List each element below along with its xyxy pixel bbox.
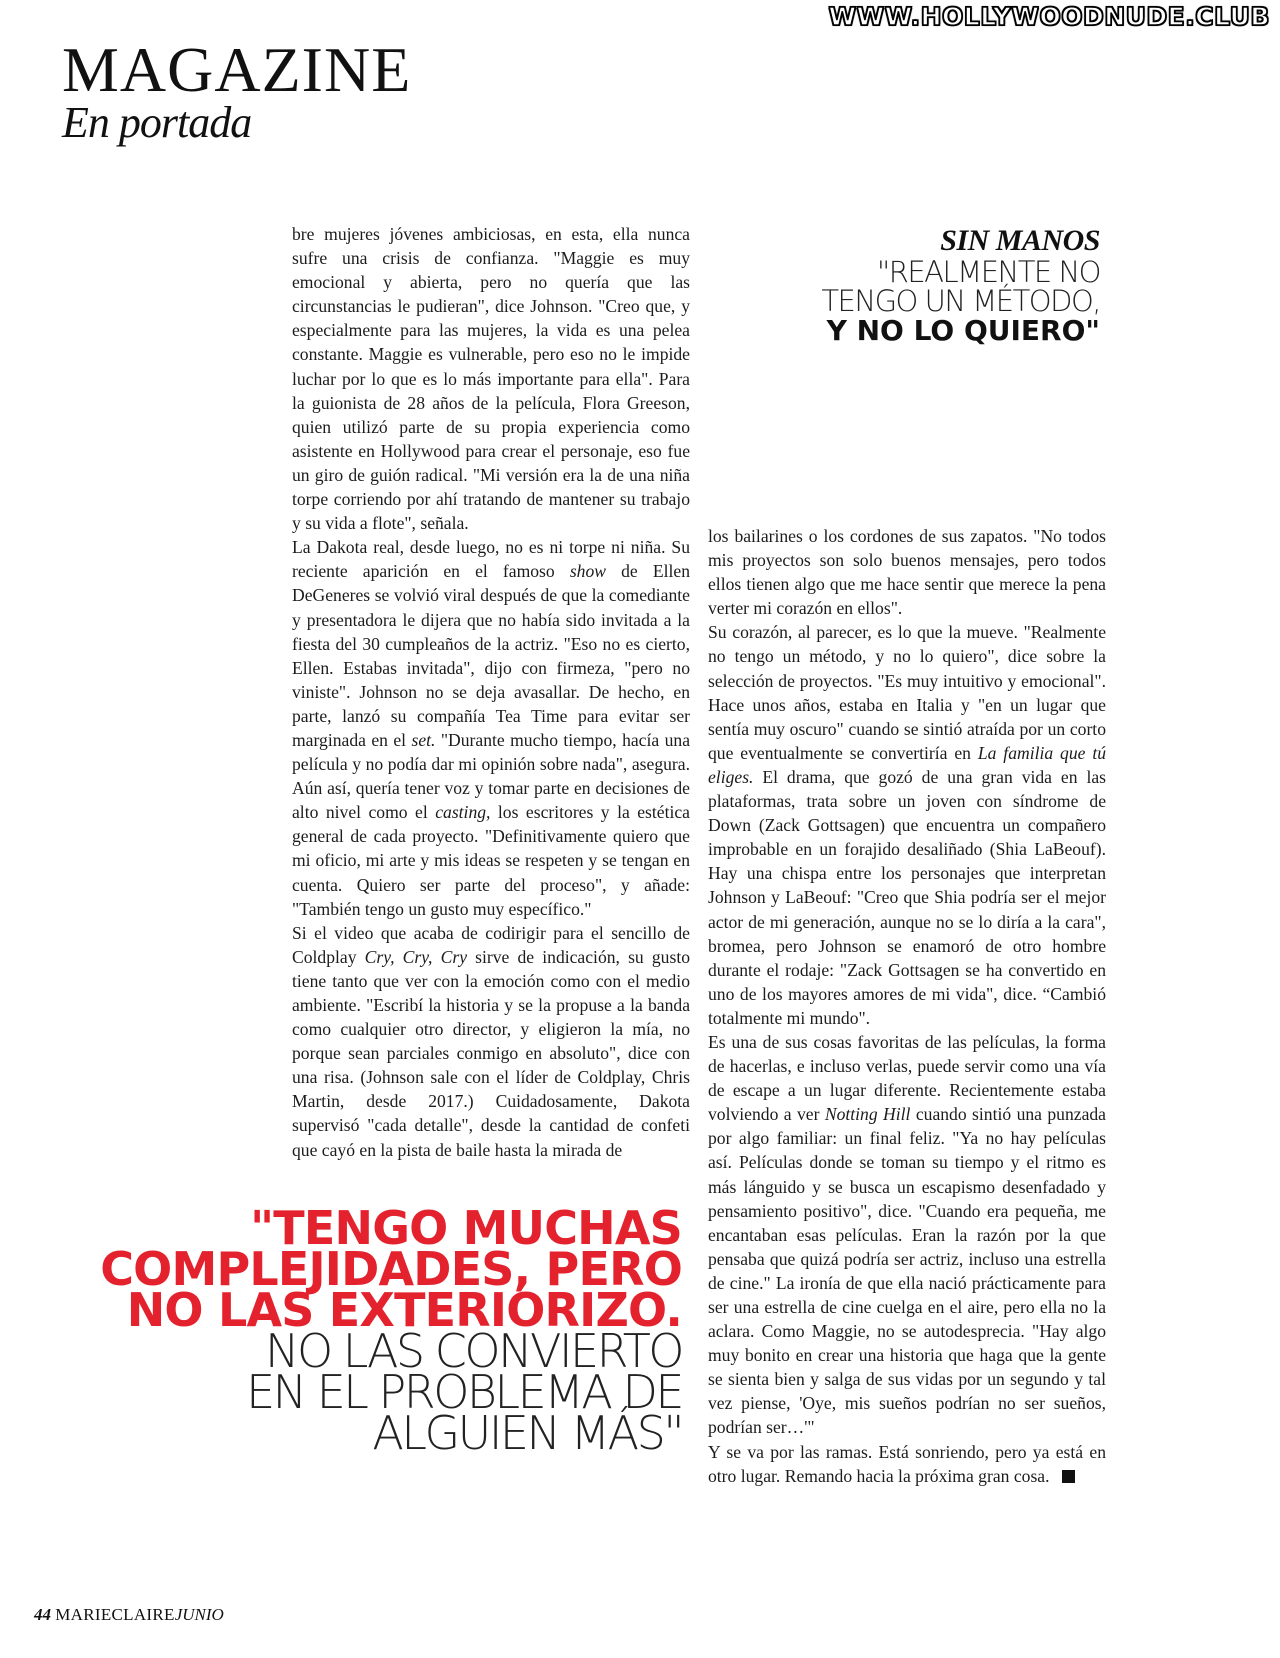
pull-quote-red-line: NO LAS EXTERIORIZO. [126, 1283, 682, 1337]
text-run: sirve de indicación, su gusto tiene tanto que ver con la emoción como con el medio ambiente. "Escribí la historia y se la propuse a la banda como cualquier otro director, y eligieron la mía, no porque sean parciales conmigo en absoluto", dice con una risa. (Johnson sale con el líder de Coldplay, Chris Martin, desde 2017.) Cuidadosamente, Dakota supervisó "cada detalle", desde la cantidad de confeti que cayó en la pista de baile hasta la mirada de [292, 946, 691, 1160]
italic-text: show [569, 561, 607, 582]
pull-quote-thin-line: NO LAS CONVIERTO [265, 1324, 682, 1378]
text-run: Su corazón, al parecer, es lo que la mueve. "Realmente no tengo un método, y no lo quiero", dice sobre la selección de proyectos. "Es muy intuitivo y emocional". Hace unos años, estaba en Italia y "en un lugar que sentía muy oscuro" cuando se sintió atraída por un corto que eventualmente se convertiría en [708, 622, 1106, 763]
italic-text: casting, [435, 802, 491, 823]
sidebar-quote-line: "REALMENTE NO [876, 255, 1100, 289]
italic-text: Cry, Cry, Cry [364, 946, 467, 967]
article-paragraph [708, 1440, 1106, 1488]
article-column-right [708, 524, 1106, 1488]
end-of-article-square-icon [1062, 1470, 1075, 1483]
text-run: los escritores y la estética general de cada proyecto. "Definitivamente quiero que mi oficio, mi arte y mis ideas se respeten y se tengan en cuenta. Quiero ser parte del proceso", y añade: "También tengo un gusto muy específico." [292, 802, 690, 919]
italic-text: Notting Hill [824, 1104, 911, 1125]
subsection-title: En portada [62, 98, 252, 147]
page-number: 44 [34, 1605, 51, 1624]
sidebar-quote [821, 224, 1100, 346]
magazine-name: MARIECLAIRE [55, 1605, 175, 1624]
text-run: Y se va por las ramas. Está sonriendo, pero ya está en otro lugar. Remando hacia la próxima gran cosa. [708, 1441, 1106, 1486]
article-paragraph [708, 620, 1106, 1030]
text-run: de Ellen DeGeneres se volvió viral después de que la comediante y presentadora le dijera que no había sido invitada a la fiesta del 30 cumpleaños de la actriz. "Eso no es cierto, Ellen. Estabas invitada", dijo con firmeza, "pero no viniste". Johnson no se deja avasallar. De hecho, en parte, lanzó su compañía Tea Time para evitar ser marginada en el [292, 561, 690, 750]
text-run: "Durante mucho tiempo, hacía una película y no podía dar mi opinión sobre nada", asegura. Aún así, quería tener voz y tomar parte en decisiones de alto nivel como el [292, 729, 691, 823]
pull-quote-red-line: COMPLEJIDADES, PERO [100, 1242, 682, 1296]
article-paragraph [708, 524, 1106, 620]
article-paragraph [292, 222, 690, 535]
sidebar-quote-line-bold: Y NO LO QUIERO" [826, 314, 1100, 347]
italic-text: set. [411, 729, 436, 750]
article-paragraph [708, 1030, 1106, 1440]
issue-month: JUNIO [174, 1605, 224, 1624]
sidebar-kicker: SIN MANOS [940, 224, 1100, 257]
page-footer [34, 1605, 224, 1625]
article-paragraph [292, 921, 690, 1162]
pull-quote-red-line: "TENGO MUCHAS [250, 1201, 682, 1255]
text-run: los bailarines o los cordones de sus zapatos. "No todos mis proyectos son solo buenos mensajes, pero todos ellos tienen algo que me hace sentir que merece la pena verter mi corazón en ellos". [708, 526, 1106, 619]
text-run: cuando sintió una punzada por algo familiar: un final feliz. "Ya no hay películas así. Películas donde se toman su tiempo y el ritmo es más lánguido y se busca un escapismo desenfadado y pensamiento positivo", dice. "Cuando era pequeña, me encantaban esas películas. Eran la razón por la que pensaba que quizá podría ser actriz, incluso una estrella de cine." La ironía de que ella nació prácticamente para ser una estrella de cine cuelga en el aire, pero ella no la aclara. Como Maggie, no se autodesprecia. "Hay algo muy bonito en crear una historia que haga que la gente se sienta bien y salga de sus vidas por un segundo y tal vez piense, 'Oye, mis sueños podrían no ser sueños, podrían ser…'" [708, 1104, 1106, 1438]
text-run: El drama, que gozó de una gran vida en las plataformas, trata sobre un joven con síndrome de Down (Zack Gottsagen) que encuentra un compañero improbable en un forajido desaliñado (Shia LaBeouf). Hay una chispa entre los personajes que interpretan Johnson y LaBeouf: "Creo que Shia podría ser el mejor actor de mi generación, aunque no se lo diría a la cara", bromea, pero Johnson se enamoró de otro hombre durante el rodaje: "Zack Gottsagen se ha convertido en uno de los mayores amores de mi vida", dice. “Cambió totalmente mi mundo". [708, 766, 1106, 1028]
article-paragraph [292, 535, 690, 921]
sidebar-quote-line: TENGO UN MÉTODO, [821, 284, 1100, 318]
text-run: bre mujeres jóvenes ambiciosas, en esta, ella nunca sufre una crisis de confianza. "Maggie es muy emocional y abierta, pero no quería que las circunstancias le pudieran", dice Johnson. "Creo que, y especialmente para las mujeres, la vida es una pelea constante. Maggie es vulnerable, pero eso no le impide luchar por lo que es lo más importante para ella". Para la guionista de 28 años de la película, Flora Greeson, quien utilizó parte de su propia experiencia como asistente en Hollywood para crear el personaje, eso fue un giro de guión radical. "Mi versión era la de una niña torpe corriendo por ahí tratando de mantener su trabajo y su vida a flote", señala. [292, 224, 690, 534]
italic-text: La familia que tú eliges. [708, 742, 1107, 787]
section-title: MAGAZINE [62, 34, 412, 105]
watermark: WWW.HOLLYWOODNUDE.CLUB [828, 2, 1270, 31]
text-run: Es una de sus cosas favoritas de las películas, la forma de hacerlas, e incluso verlas, puede servir como una vía de escape a un lugar diferente. Recientemente estaba volviendo a ver [708, 1031, 1106, 1125]
text-run: La Dakota real, desde luego, no es ni torpe ni niña. Su reciente aparición en el famoso [292, 537, 690, 582]
pull-quote-thin-line: EN EL PROBLEMA DE [246, 1365, 682, 1419]
article-column-left [292, 222, 690, 1162]
text-run: Si el video que acaba de codirigir para el sencillo de Coldplay [292, 922, 690, 967]
pull-quote-thin-line: ALGUIEN MÁS" [372, 1406, 682, 1460]
pull-quote [100, 1201, 682, 1460]
masthead [62, 34, 412, 147]
